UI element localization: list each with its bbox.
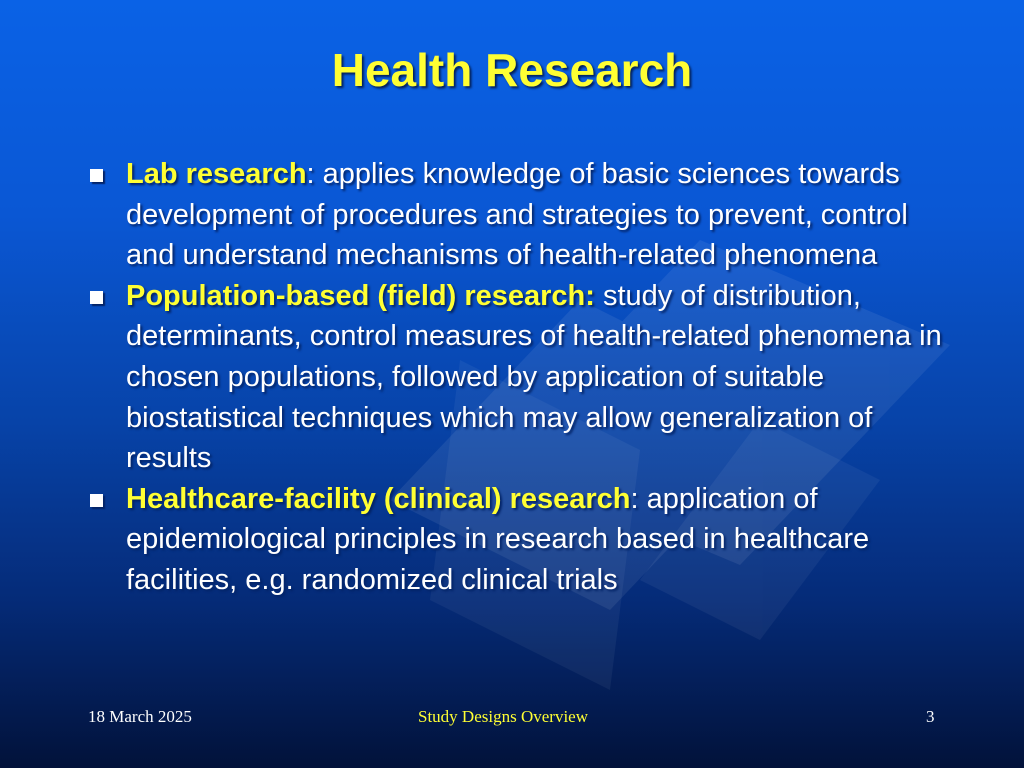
footer-presentation-title: Study Designs Overview (418, 707, 588, 726)
bullet-text: : applies knowledge of basic sciences towards development of procedures and strategies to prevent, control and understand mechanisms of health-related phenomena (126, 158, 908, 272)
slide-title: Health Research (331, 44, 693, 96)
footer-date: 18 March 2025 (88, 707, 192, 726)
square-bullet-icon (90, 291, 103, 304)
bullet-text: : application of epidemiological principles in research based in healthcare facilities, e.g. randomized clinical trials (126, 482, 870, 596)
bullet-item-lab-research (88, 154, 948, 276)
bullet-term: Lab research (126, 158, 307, 190)
bullet-list (88, 154, 948, 601)
bullet-term: Healthcare-facility (clinical) research (126, 482, 631, 515)
bullet-term: Population-based (field) research: (126, 279, 595, 312)
bullet-item-population-research (88, 276, 948, 479)
square-bullet-icon (90, 169, 103, 182)
bullet-item-clinical-research (88, 479, 948, 601)
bullet-text: study of distribution, determinants, control measures of health-related phenomena in chosen populations, followed by application of suitable biostatistical techniques which may allow generalization of results (126, 279, 942, 475)
footer-page-number: 3 (926, 707, 935, 726)
square-bullet-icon (90, 494, 103, 507)
